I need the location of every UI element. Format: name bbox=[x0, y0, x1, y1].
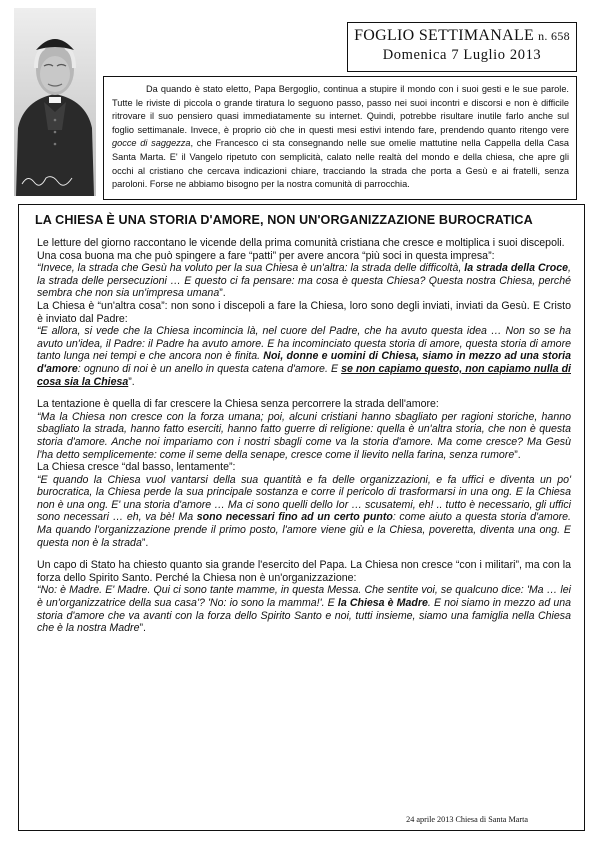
quote-1 bbox=[37, 262, 571, 300]
paragraph-4: La tentazione è quella di far crescere la Chiesa senza percorrere la strada dell'amore: bbox=[37, 398, 439, 411]
masthead-box bbox=[347, 22, 577, 72]
quote-4-end: ”. bbox=[141, 536, 149, 549]
paragraph-gap bbox=[37, 549, 571, 559]
quote-4-c: : come aiuto a questa storia d'amore. Ma quando l'organizzazione prende il primo posto, l'amore viene giù e la Chiesa, poveretta, diventa una ong. E questa non è la strada bbox=[37, 511, 571, 549]
portrait-photo bbox=[14, 8, 96, 196]
intro-text-2: , che Francesco ci sta consegnando nelle sue omelie mattutine nella Cappella della Casa Santa Marta. E' il Vangelo ripetuto con semplicità, calato nelle realtà del mondo e della chiesa, che apre gli occhi al cristiano che cercava indicazioni chiare, tracciando la strada che porta a Gesù e ai fratelli, senza paroloni. Forse ne abbiamo bisogno per la nostra comunità di parrocchia. bbox=[112, 138, 570, 190]
quote-1-a: “Invece, la strada che Gesù ha voluto per la sua Chiesa è un'altra: la strada delle difficoltà, bbox=[37, 262, 465, 275]
paragraph-1: Le letture del giorno raccontano le vicende della prima comunità cristiana che cresce e moltiplica i suoi discepoli. bbox=[37, 237, 565, 249]
paragraph-3: La Chiesa è “un'altra cosa”: non sono i discepoli a fare la Chiesa, loro sono degli inviati, inviati da Gesù. E Cristo è inviato dal Padre: bbox=[37, 299, 571, 325]
quote-5-bold: la Chiesa è Madre bbox=[337, 597, 428, 610]
quote-3-a: “Ma la Chiesa non cresce con la forza umana; poi, alcuni cristiani hanno sbagliato per ragioni storiche, hanno sbagliato la strada, hanno fatto eserciti, hanno fatto guerre di religione: quella è un'altra storia, che non è questa storia d'amore. Anche noi impariamo con i nostri sbagli come va la storia d'amore. Ma come cresce? Ma Gesù l'ha detto semplicemente: come il seme della senape, cresce come il lievito nella farina, senza rumore bbox=[37, 410, 571, 461]
intro-box bbox=[103, 76, 577, 200]
quote-4 bbox=[37, 474, 571, 550]
masthead-title-line bbox=[348, 27, 576, 45]
quote-3 bbox=[37, 411, 571, 461]
article-headline: LA CHIESA È UNA STORIA D'AMORE, NON UN'ORGANIZZAZIONE BUROCRATICA bbox=[35, 213, 533, 227]
article-body bbox=[27, 237, 576, 635]
quote-2-end: ”. bbox=[128, 375, 135, 388]
intro-text-italic: gocce di saggezza bbox=[112, 138, 191, 149]
quote-2-underlined: se non capiamo questo, non capiamo nulla di cosa sia la Chiesa bbox=[37, 362, 571, 388]
quote-5-end: ”. bbox=[139, 622, 146, 635]
quote-2-c: : ognuno di noi è un anello in questa catena d'amore. E bbox=[77, 362, 342, 375]
quote-2 bbox=[37, 325, 571, 388]
paragraph-2: Una cosa buona ma che può spingere a fare “patti” per avere ancora “più soci in questa impresa”: bbox=[37, 249, 495, 262]
paragraph-5: La Chiesa cresce “dal basso, lentamente”: bbox=[37, 461, 236, 474]
quote-2-a: “E allora, si vede che la Chiesa incomincia là, nel cuore del Padre, che ha avuto questa idea … Non so se ha avuto un'idea, il Padre: il Padre ha avuto amore. E ha incominciato questa storia di amore, questa storia di amore tanto lunga nei tempi e che ancora non è finita. bbox=[37, 325, 571, 363]
masthead-title: FOGLIO SETTIMANALE bbox=[354, 27, 535, 44]
article-signature: 24 aprile 2013 Chiesa di Santa Marta bbox=[406, 815, 528, 824]
paragraph-gap bbox=[37, 388, 571, 398]
quote-4-a: “E quando la Chiesa vuol vantarsi della sua quantità e fa delle organizzazioni, e fa uffici e diventa un po' burocratica, la Chiesa perde la sua principale sostanza e corre il pericolo di trasformarsi in una ong. E la Chiesa non è una ong. E' una storia d'amore … Ma ci sono quelli dello Ior … scusatemi, eh! .. tutto è necessario, gli uffici sono necessari … eh, va bè! Ma bbox=[37, 473, 571, 524]
quote-4-bold: sono necessari fino ad un certo punto bbox=[196, 511, 393, 524]
paragraph-6: Un capo di Stato ha chiesto quanto sia grande l'esercito del Papa. La Chiesa non cresce “con i militari”, ma con la forza dello Spirito Santo. Perché la Chiesa non è un'organizzazione: bbox=[37, 559, 571, 584]
quote-1-bold: la strada della Croce bbox=[464, 262, 569, 275]
quote-5 bbox=[37, 584, 571, 634]
quote-3-end: ”. bbox=[514, 448, 521, 461]
quote-5-a: “No: è Madre. E' Madre. Qui ci sono tante mamme, in questa Messa. Che sentite voi, se qualcuno dice: 'Ma … lei è un'organizzatrice della sua casa'? 'No: io sono la mamma!'. E bbox=[37, 584, 571, 610]
quote-1-end: ”. bbox=[219, 287, 226, 300]
priest-portrait-illustration bbox=[14, 8, 96, 196]
issue-date: Domenica 7 Luglio 2013 bbox=[382, 47, 542, 63]
intro-text-1: Da quando è stato eletto, Papa Bergoglio, continua a stupire il mondo con i suoi gesti e le sue parole. Tutte le riviste di piccola o grande tiratura lo seguono passo, passo nei suoi incontri e discorsi e non è difficile ritrovare il suo pensiero quasi immediatamente su internet. Quindi, potrebbe risultare inutile farlo anche sul foglio settimanale. Invece, è proprio ciò che in questi mesi estivi intendo fare, prendendo quanto ritengo vere bbox=[112, 84, 569, 135]
quote-5-c: . E noi siamo in mezzo ad una storia d'amore che va avanti con la forza dello Spirito Santo e noi, tutti insieme, siamo una famiglia nella Chiesa che è la nostra Madre bbox=[37, 597, 572, 635]
quote-1-c: , la strada delle persecuzioni … E questo ci fa pensare: ma cosa è questa Chiesa? Questa nostra Chiesa, perché sembra che non sia un'impresa umana bbox=[37, 262, 571, 300]
issue-number: n. 658 bbox=[538, 29, 570, 43]
article-box bbox=[18, 204, 585, 831]
quote-2-bold: Noi, donne e uomini di Chiesa, siamo in mezzo ad una storia d'amore bbox=[37, 350, 571, 375]
